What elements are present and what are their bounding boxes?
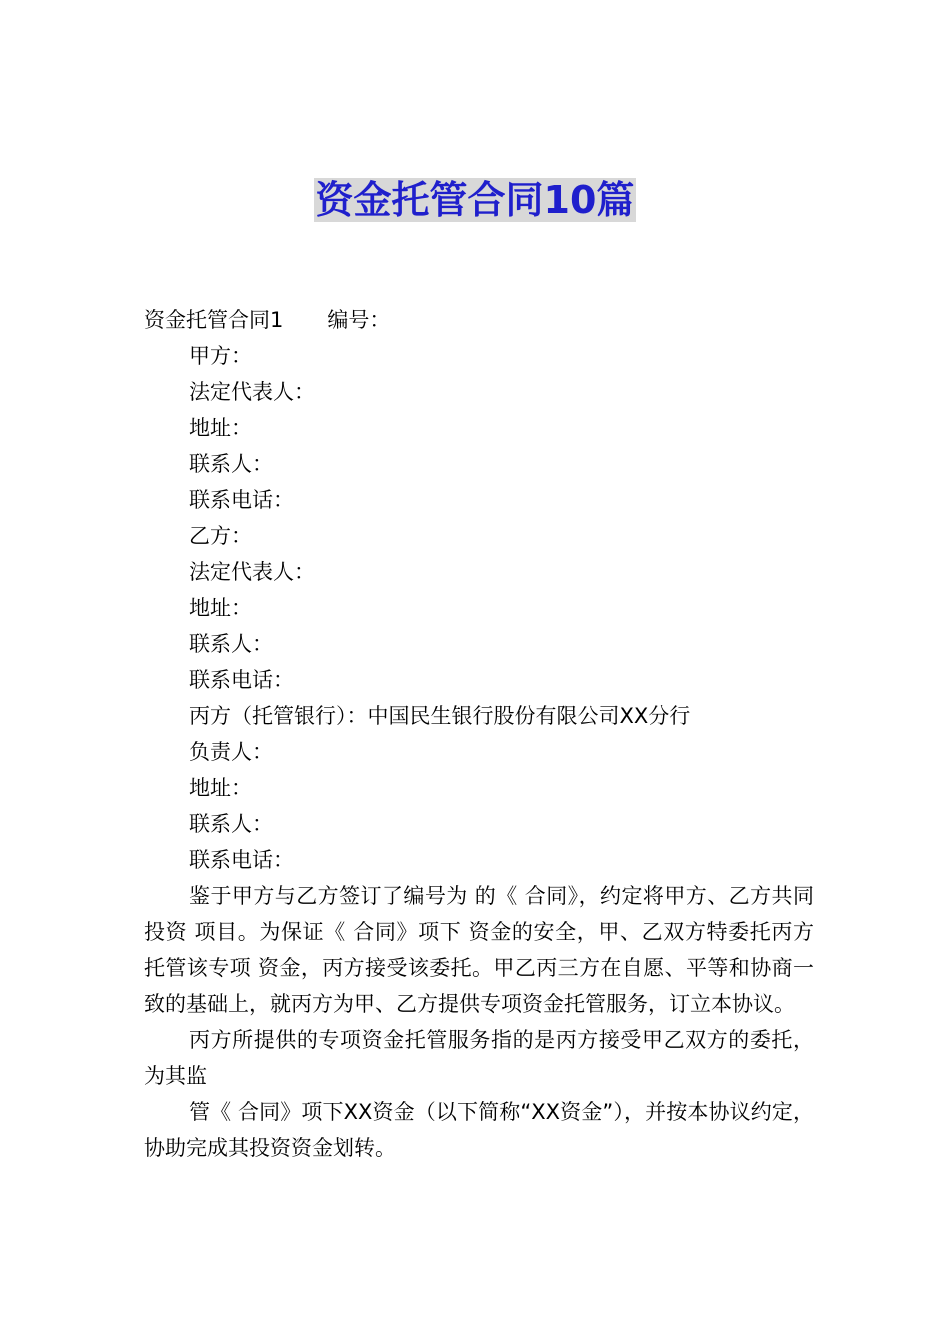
party-c-manager-field: 负责人： bbox=[189, 740, 273, 764]
recital-paragraph: 鉴于甲方与乙方签订了编号为 的《 合同》，约定将甲方、乙方共同投资 项目。为保证《 合同》项下 资金的安全，甲、乙双方特委托丙方托管该专项 资金，丙方接受该委托。甲乙丙三方在自愿、平等和协商一致的基础上，就丙方为甲、乙方提供专项资金托管服务，订立本协议。 bbox=[144, 884, 814, 1016]
party-a-field: 甲方： bbox=[189, 344, 252, 368]
party-b-field: 乙方： bbox=[189, 524, 252, 548]
contract-heading: 资金托管合同1 bbox=[144, 308, 284, 332]
party-a-contact-field: 联系人： bbox=[189, 452, 273, 476]
document-body bbox=[144, 302, 814, 1166]
contract-heading-line bbox=[144, 302, 814, 338]
party-c-field: 丙方（托管银行）：中国民生银行股份有限公司XX分行 bbox=[189, 704, 691, 728]
party-c-contact-field: 联系人： bbox=[189, 812, 273, 836]
service-scope-paragraph: 管《 合同》项下XX资金（以下简称“XX资金”），并按本协议约定，协助完成其投资资金划转。 bbox=[144, 1100, 814, 1160]
document-title-text: 资金托管合同10篇 bbox=[315, 178, 635, 222]
party-b-phone-field: 联系电话： bbox=[189, 668, 294, 692]
party-c-phone-field: 联系电话： bbox=[189, 848, 294, 872]
party-b-legal-rep-field: 法定代表人： bbox=[189, 560, 315, 584]
party-a-address-field: 地址： bbox=[189, 416, 252, 440]
party-c-address-field: 地址： bbox=[189, 776, 252, 800]
document-title bbox=[0, 176, 950, 224]
contract-number-label: 编号： bbox=[327, 308, 391, 332]
service-definition-paragraph: 丙方所提供的专项资金托管服务指的是丙方接受甲乙双方的委托，为其监 bbox=[144, 1028, 814, 1088]
party-a-legal-rep-field: 法定代表人： bbox=[189, 380, 315, 404]
party-b-contact-field: 联系人： bbox=[189, 632, 273, 656]
party-b-address-field: 地址： bbox=[189, 596, 252, 620]
party-a-phone-field: 联系电话： bbox=[189, 488, 294, 512]
